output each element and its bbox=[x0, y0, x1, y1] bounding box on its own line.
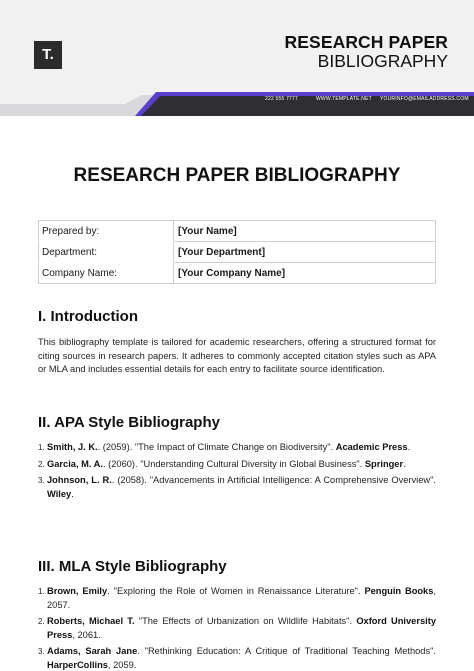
entry-author: Adams, Sarah Jane bbox=[47, 646, 138, 656]
entry-author: Smith, J. K. bbox=[47, 442, 98, 452]
entry-author: Johnson, L. R. bbox=[47, 475, 112, 485]
entry-citation: . (2058). "Advancements in Artificial Intelligence: A Comprehensive Overview". bbox=[111, 475, 437, 485]
entry-end: . bbox=[71, 488, 74, 499]
entry-publisher: Springer bbox=[364, 458, 404, 469]
entry-author: Roberts, Michael T. bbox=[47, 616, 135, 626]
info-value[interactable]: [Your Department] bbox=[174, 242, 436, 263]
document-title: RESEARCH PAPER BIBLIOGRAPHY bbox=[73, 165, 401, 186]
entry-author: Garcia, M. A. bbox=[47, 458, 103, 469]
introduction-paragraph: This bibliography template is tailored for academic researchers, offering a structured format for citing sources in research papers. It adheres to commonly accepted citation styles such as APA or MLA and includes essential details for each entry to facilitate source identification. bbox=[38, 337, 436, 374]
list-item bbox=[38, 645, 436, 671]
entry-citation: . "Exploring the Role of Women in Renaissance Literature". bbox=[107, 586, 365, 596]
entry-publisher: Penguin Books bbox=[364, 586, 434, 596]
header-title: RESEARCH PAPER bbox=[284, 32, 448, 52]
entry-publisher: Academic Press bbox=[335, 442, 408, 452]
info-value[interactable]: [Your Company Name] bbox=[174, 263, 436, 284]
entry-number: 1. bbox=[38, 587, 45, 596]
entry-number: 3. bbox=[38, 647, 45, 656]
header-subtitle: BIBLIOGRAPHY bbox=[317, 51, 448, 71]
info-label: Prepared by: bbox=[42, 225, 100, 237]
info-row-department bbox=[39, 242, 436, 263]
entry-number: 2. bbox=[38, 459, 45, 469]
company-logo: T. bbox=[34, 41, 62, 69]
mla-bibliography-list bbox=[38, 585, 436, 671]
document-header bbox=[0, 0, 474, 116]
info-label: Company Name: bbox=[42, 267, 118, 279]
entry-author: Brown, Emily bbox=[47, 586, 108, 596]
header-website[interactable]: WWW.TEMPLATE.NET bbox=[316, 96, 372, 102]
entry-citation: . "Rethinking Education: A Critique of Traditional Teaching Methods". bbox=[137, 646, 437, 656]
entry-citation: . (2059). "The Impact of Climate Change on Biodiversity". bbox=[97, 442, 336, 452]
list-item bbox=[38, 615, 436, 642]
header-phone: 222 555 7777 bbox=[265, 96, 298, 102]
entry-end: , 2059. bbox=[107, 659, 137, 670]
apa-bibliography-list bbox=[38, 441, 436, 504]
header-email[interactable]: YOURINFO@EMAILADDRESS.COM bbox=[380, 96, 469, 102]
list-item bbox=[38, 585, 436, 612]
list-item bbox=[38, 474, 436, 501]
entry-end: . bbox=[407, 442, 411, 452]
entry-number: 2. bbox=[38, 617, 45, 626]
entry-citation: . (2060). "Understanding Cultural Diversity in Global Business". bbox=[102, 458, 365, 469]
info-table bbox=[38, 220, 436, 284]
entry-publisher: Wiley bbox=[47, 488, 72, 499]
info-value[interactable]: [Your Name] bbox=[174, 221, 436, 242]
entry-end: , 2057. bbox=[47, 586, 436, 610]
list-item bbox=[38, 441, 436, 455]
entry-end: . bbox=[403, 458, 406, 469]
entry-publisher: HarperCollins bbox=[47, 659, 108, 670]
entry-number: 3. bbox=[38, 476, 45, 485]
info-row-company bbox=[39, 263, 436, 284]
section-heading-mla: III. MLA Style Bibliography bbox=[38, 558, 227, 575]
list-item bbox=[38, 458, 436, 472]
info-label: Department: bbox=[42, 246, 98, 258]
entry-end: , 2061. bbox=[72, 629, 101, 640]
entry-number: 1. bbox=[38, 443, 45, 452]
entry-publisher: Oxford University Press bbox=[47, 616, 436, 640]
info-row-prepared-by bbox=[39, 221, 436, 242]
entry-citation: "The Effects of Urbanization on Wildlife Habitats". bbox=[134, 616, 357, 626]
section-heading-introduction: I. Introduction bbox=[38, 308, 138, 325]
section-heading-apa: II. APA Style Bibliography bbox=[38, 414, 220, 431]
